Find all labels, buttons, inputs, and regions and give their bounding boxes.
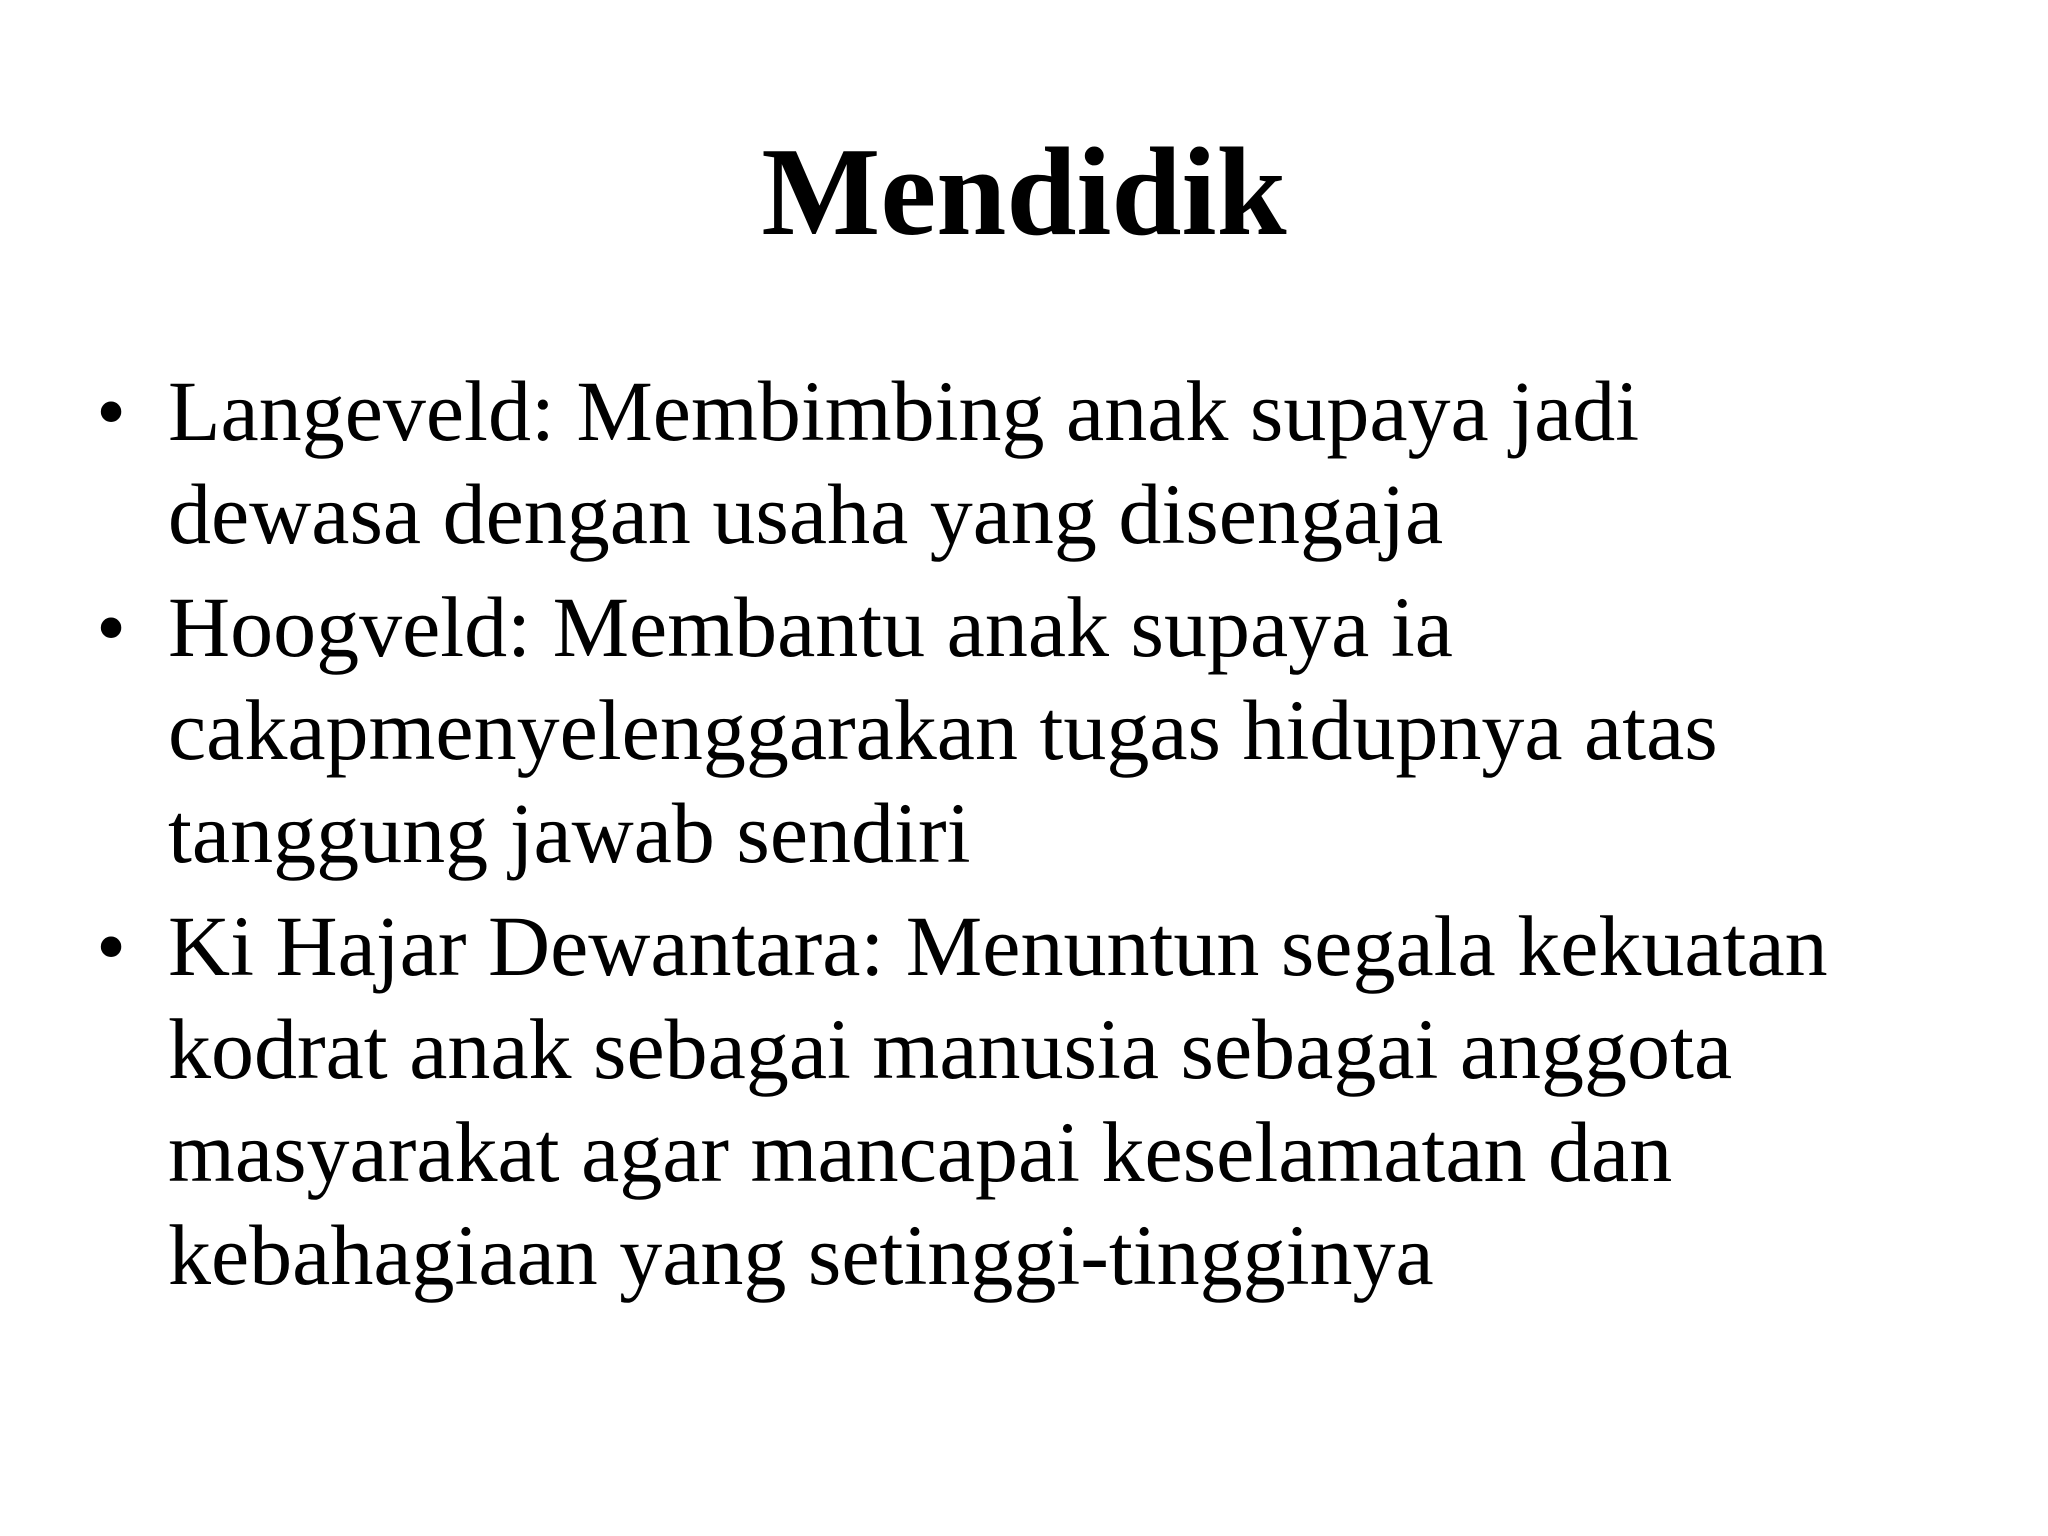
bullet-text-line: masyarakat agar mancapai keselamatan dan [168, 1104, 1673, 1200]
bullet-list [96, 360, 1996, 1317]
bullet-item-hoogveld [96, 576, 1996, 885]
bullet-text-line: tanggung jawab sendiri [168, 785, 971, 881]
bullet-text-line: kodrat anak sebagai manusia sebagai anggota [168, 1001, 1733, 1097]
bullet-text-line: Ki Hajar Dewantara: Menuntun segala kekuatan [168, 898, 1828, 994]
bullet-dot-icon: • [96, 898, 127, 994]
bullet-text-line: dewasa dengan usaha yang disengaja [168, 466, 1444, 562]
bullet-dot-icon: • [96, 579, 127, 675]
bullet-item-langeveld [96, 360, 1996, 566]
bullet-text-line: Hoogveld: Membantu anak supaya ia [168, 579, 1453, 675]
bullet-text-line: Langeveld: Membimbing anak supaya jadi [168, 363, 1640, 459]
bullet-dot-icon: • [96, 363, 127, 459]
bullet-text-line: kebahagiaan yang setinggi-tingginya [168, 1207, 1434, 1303]
bullet-item-ki-hajar-dewantara [96, 895, 1996, 1307]
bullet-text-line: cakapmenyelenggarakan tugas hidupnya atas [168, 682, 1718, 778]
slide-title: Mendidik [761, 123, 1287, 262]
